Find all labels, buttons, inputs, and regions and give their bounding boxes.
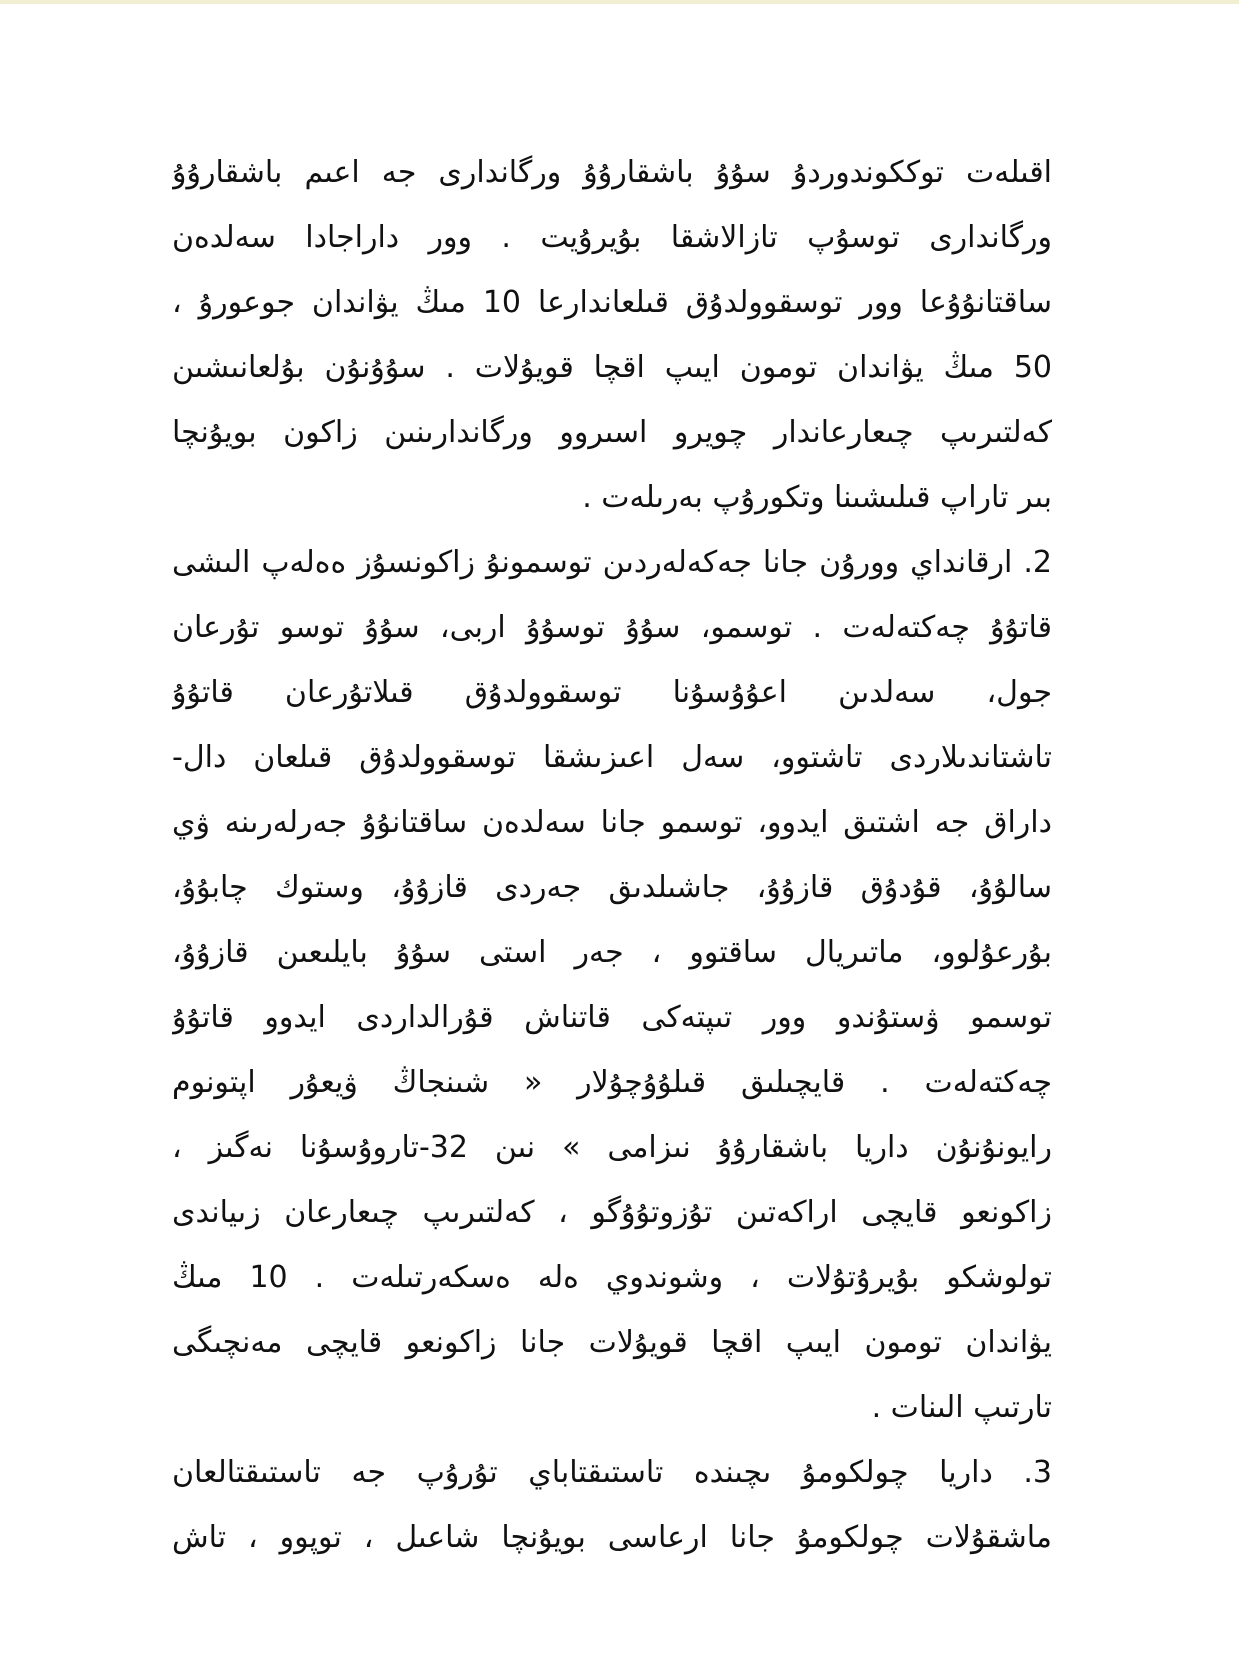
text-line: قاتۇۇ چەكتەلەت . توسمو، سۇۇ توسۇۇ اربى، سۇۇ توسو تۇرعان bbox=[172, 610, 1052, 645]
text-line: ساقتانۇۇعا وور توسقوولدۇق قىلعاندارعا 10 مىڭ يۋاندان جوعورۇ ، bbox=[172, 285, 1052, 320]
text-line: جول، سەلدىن اعۇۇسۇنا توسقوولدۇق قىلاتۇرعان قاتۇۇ bbox=[172, 675, 1052, 710]
text-line: ماشقۇلات چولكومۇ جانا ارعاسى بويۇنچا شاعىل ، توپوو ، تاش bbox=[172, 1520, 1052, 1555]
numbered-paragraph-start-line: 2. ارقانداي وورۇن جانا جەكەلەردىن توسمونۇ زاكونسۇز ەەلەپ الىشى bbox=[172, 545, 1052, 580]
text-line: رايونۇنۇن داريا باشقارۇۇ نىزامى » نىن 32-تاروۇسۇنا نەگىز ، bbox=[172, 1130, 1052, 1165]
text-line: يۋاندان تومون ايىپ اقچا قويۇلات جانا زاكونعو قايچى مەنچىگى bbox=[172, 1325, 1052, 1360]
text-line: چەكتەلەت . قايچىلىق قىلۇۇچۇلار « شىنجاڭ ۋيعۇر اپتونوم bbox=[172, 1065, 1052, 1100]
text-line: تولوشكو بۇيرۇتۇلات ، وشوندوي ەلە ەسكەرتىلەت . 10 مىڭ bbox=[172, 1260, 1052, 1295]
text-line: تاشتاندىلاردى تاشتوو، سەل اعىزىشقا توسقوولدۇق قىلعان دال- bbox=[172, 740, 1052, 775]
text-line: داراق جە اشتىق ايدوو، توسمو جانا سەلدەن ساقتانۇۇ جەرلەرىنە ۋي bbox=[172, 805, 1052, 840]
paragraph-end-line: تارتىپ الىنات . bbox=[871, 1390, 1052, 1425]
scan-top-edge bbox=[0, 0, 1239, 4]
text-line: زاكونعو قايچى اراكەتىن تۇزوتۇۇگو ، كەلتىرىپ چىعارعان زىياندى bbox=[172, 1195, 1052, 1230]
numbered-paragraph-start-line: 3. داريا چولكومۇ ىچىندە تاستىقتاباي تۇرۇپ جە تاستىقتالعان bbox=[172, 1455, 1052, 1490]
text-line: توسمو ۋستۇندو وور تىپتەكى قاتناش قۇرالداردى ايدوو قاتۇۇ bbox=[172, 1000, 1052, 1035]
text-line: اقىلەت توككوندوردۇ سۇۇ باشقارۇۇ ورگاندارى جە اعىم باشقارۇۇ bbox=[172, 155, 1052, 190]
text-line: بۇرعۇلوو، ماتىريال ساقتوو ، جەر استى سۇۇ بايلىعىن قازۇۇ، bbox=[172, 935, 1052, 970]
text-line: 50 مىڭ يۋاندان تومون ايىپ اقچا قويۇلات . سۇۇنۇن بۇلعانىشىن bbox=[172, 350, 1052, 385]
text-line: سالۇۇ، قۇدۇق قازۇۇ، جاشىلدىق جەردى قازۇۇ، وستوك چابۇۇ، bbox=[172, 870, 1052, 905]
document-page bbox=[172, 140, 1052, 1570]
text-line: ورگاندارى توسۇپ تازالاشقا بۇيرۇيت . وور داراجادا سەلدەن bbox=[172, 220, 1052, 255]
text-line: كەلتىرىپ چىعارعاندار چويرو اسىروو ورگاندارىنىن زاكون بويۇنچا bbox=[172, 415, 1052, 450]
paragraph-end-line: بىر تاراپ قىلىشىنا وتكورۇپ بەرىلەت . bbox=[582, 480, 1052, 515]
